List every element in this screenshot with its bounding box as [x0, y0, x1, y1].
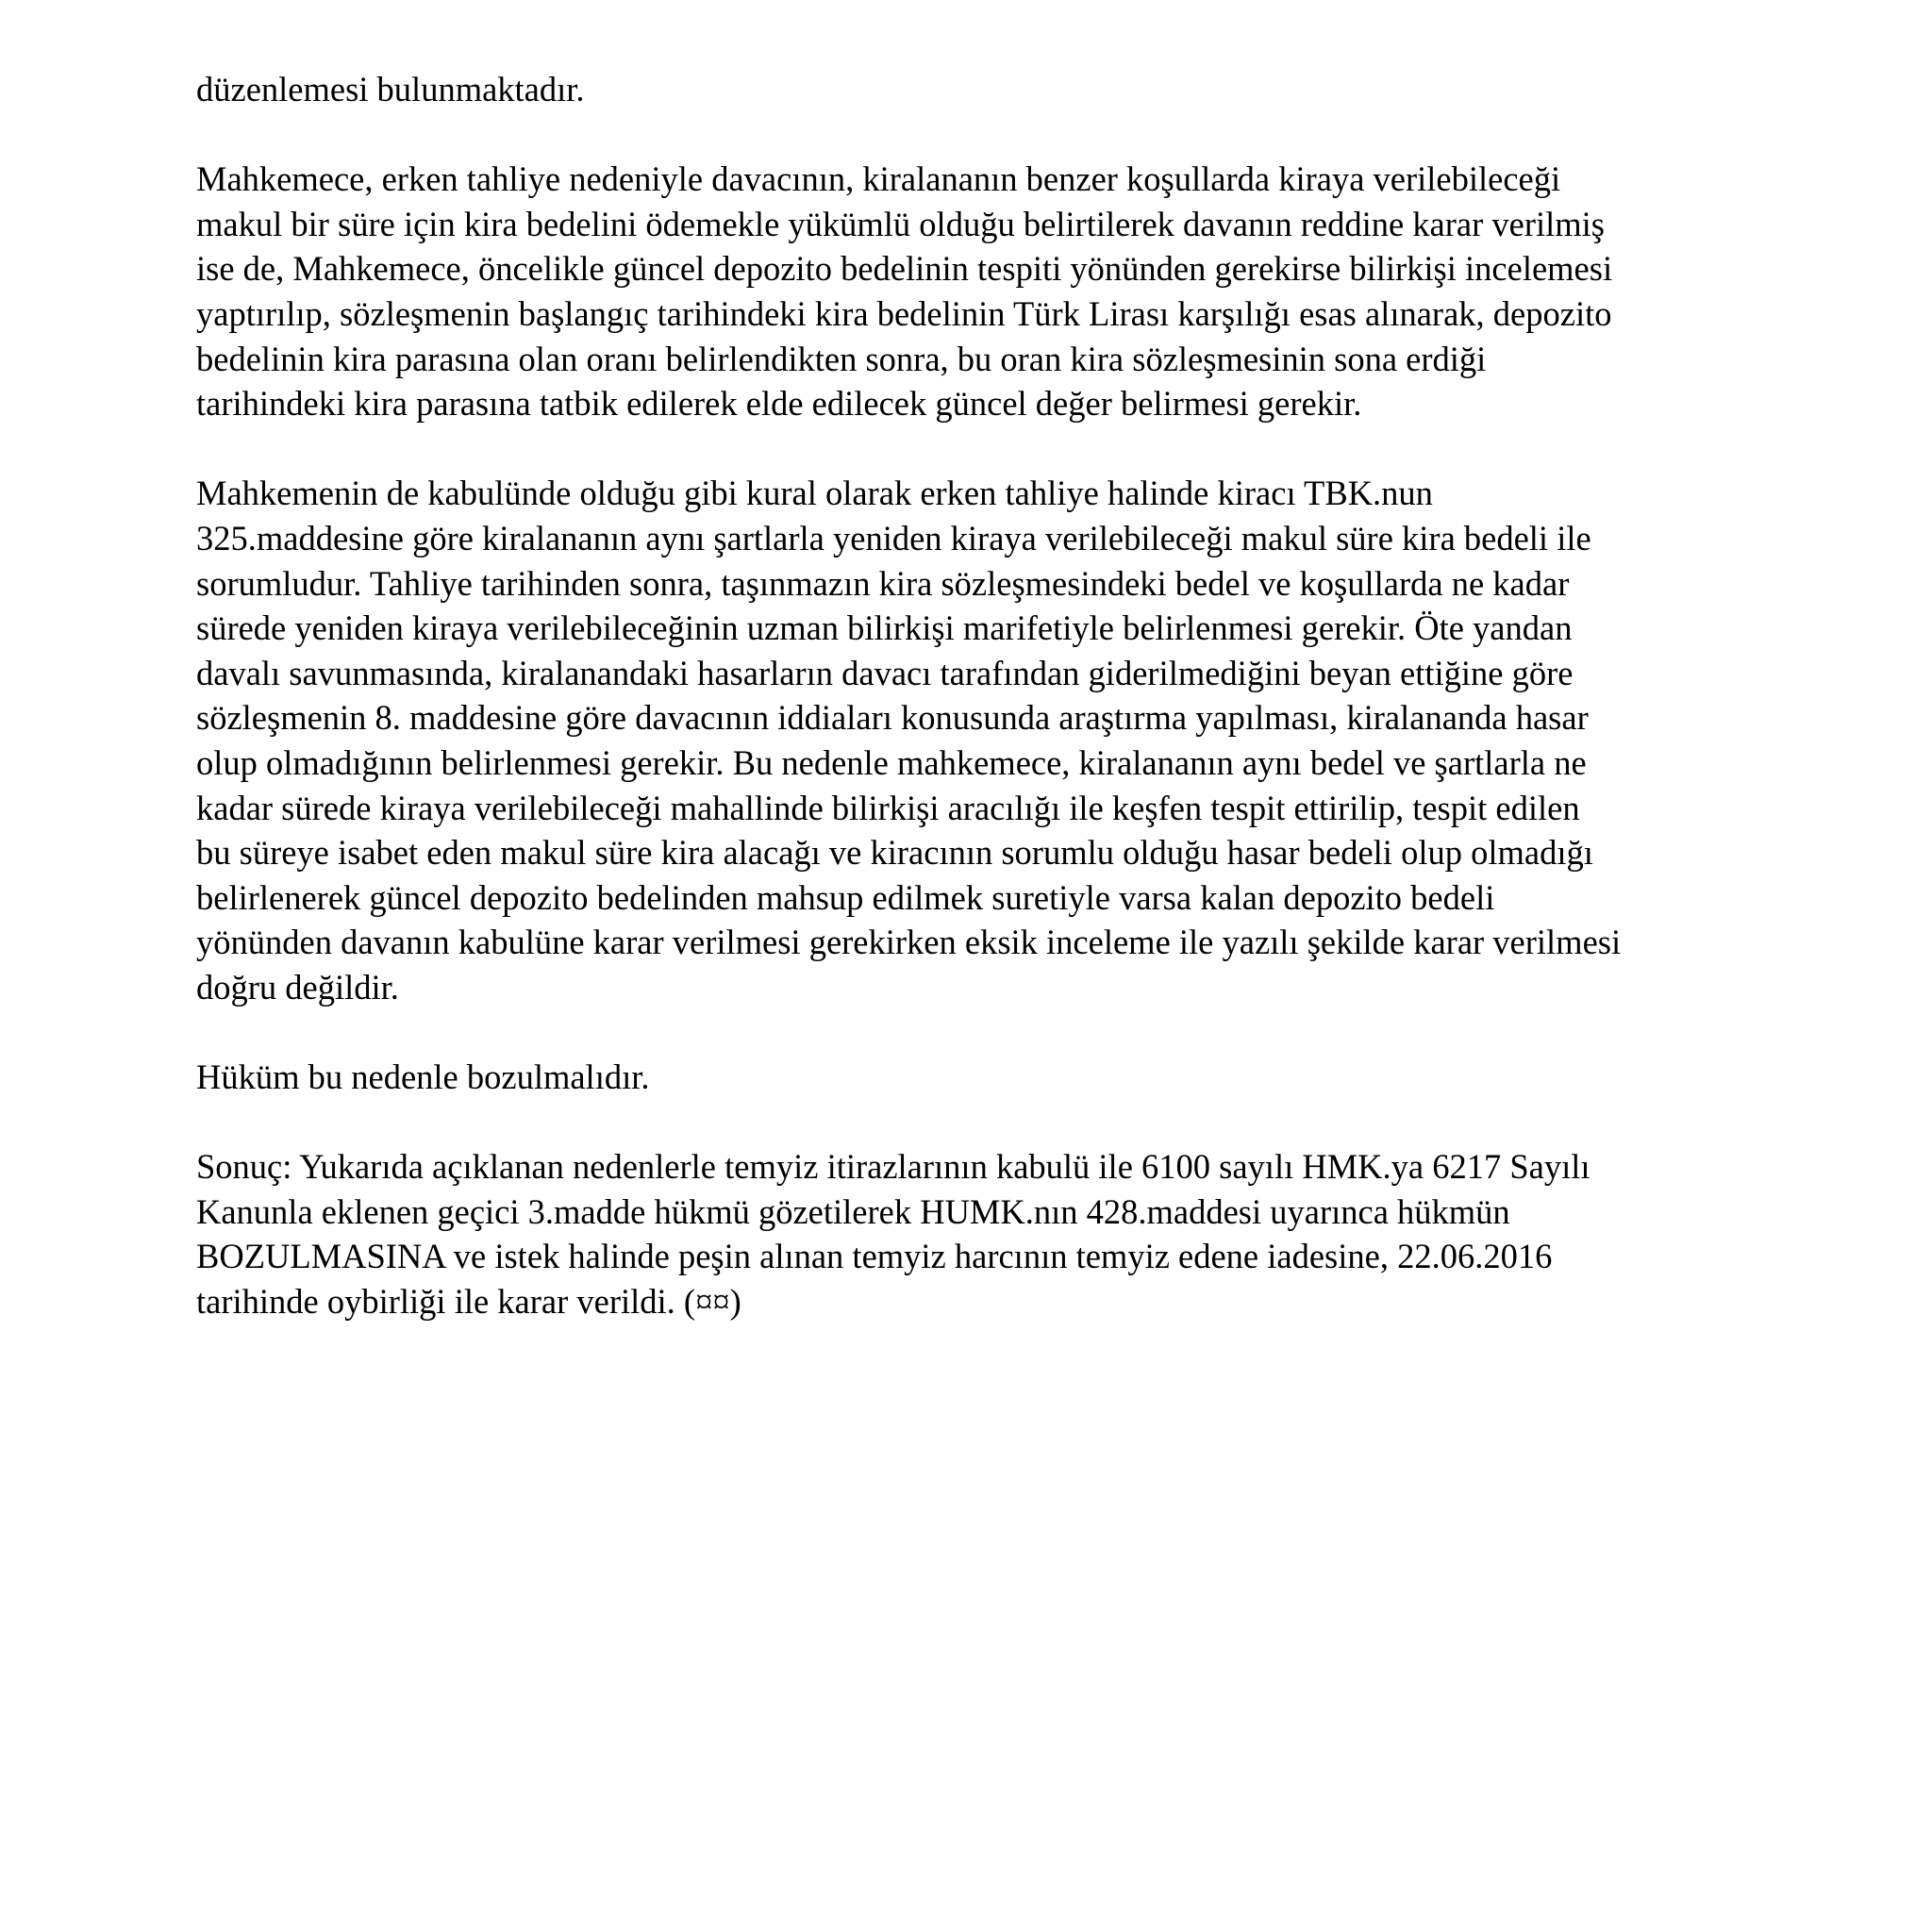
text-line: Hüküm bu nedenle bozulmalıdır.	[196, 1057, 650, 1097]
text-line: Mahkemece, erken tahliye nedeniyle davacının, kiralananın benzer koşullarda kiraya verilebileceği	[196, 159, 1561, 199]
text-line: ise de, Mahkemece, öncelikle güncel depozito bedelinin tespiti yönünden gerekirse bilirkişi incelemesi	[196, 249, 1613, 289]
text-line: kadar sürede kiraya verilebileceği mahallinde bilirkişi aracılığı ile keşfen tespit ettirilip, tespit edilen	[196, 788, 1580, 827]
text-line: Mahkemenin de kabulünde olduğu gibi kural olarak erken tahliye halinde kiracı TBK.nun	[196, 474, 1433, 513]
text-line: Kanunla eklenen geçici 3.madde hükmü gözetilerek HUMK.nın 428.maddesi uyarınca hükmün	[196, 1191, 1510, 1231]
text-line: tarihinde oybirliği ile karar verildi. (¤¤)	[196, 1282, 741, 1322]
text-line: yönünden davanın kabulüne karar verilmesi gerekirken eksik inceleme ile yazılı şekilde karar verilmesi	[196, 923, 1622, 962]
document-page	[196, 67, 1857, 1369]
text-line: yaptırılıp, sözleşmenin başlangıç tarihindeki kira bedelinin Türk Lirası karşılığı esas alınarak, depozito	[196, 293, 1612, 333]
text-line: davalı savunmasında, kiralanandaki hasarların davacı tarafından giderilmediğini beyan ettiğine göre	[196, 653, 1574, 692]
text-line: sözleşmenin 8. maddesine göre davacının iddiaları konusunda araştırma yapılması, kiralananda hasar	[196, 698, 1589, 738]
paragraph-intro-tail	[196, 67, 1857, 112]
paragraph-conclusion	[196, 1144, 1857, 1323]
text-line: olup olmadığının belirlenmesi gerekir. Bu nedenle mahkemece, kiralananın aynı bedel ve şartlarla ne	[196, 742, 1587, 782]
text-line: Sonuç: Yukarıda açıklanan nedenlerle temyiz itirazlarının kabulü ile 6100 sayılı HMK.ya 6217 Sayılı	[196, 1147, 1591, 1187]
paragraph-early-eviction-rule	[196, 471, 1857, 1009]
text-line: düzenlemesi bulunmaktadır.	[196, 70, 585, 108]
text-line: bedelinin kira parasına olan oranı belirlendikten sonra, bu oran kira sözleşmesinin sona erdiği	[196, 339, 1487, 378]
text-line: sorumludur. Tahliye tarihinden sonra, taşınmazın kira sözleşmesindeki bedel ve koşullarda ne kadar	[196, 563, 1570, 603]
text-line: tarihindeki kira parasına tatbik edilerek elde edilecek güncel değer belirmesi gerekir.	[196, 384, 1362, 424]
text-line: belirlenerek güncel depozito bedelinden mahsup edilmek suretiyle varsa kalan depozito bedeli	[196, 877, 1495, 917]
text-line: sürede yeniden kiraya verilebileceğinin uzman bilirkişi marifetiyle belirlenmesi gerekir. Öte yandan	[196, 608, 1573, 648]
text-line: makul bir süre için kira bedelini ödemekle yükümlü olduğu belirtilerek davanın reddine karar verilmiş	[196, 204, 1606, 243]
text-line: 325.maddesine göre kiralananın aynı şartlarla yeniden kiraya verilebileceği makul süre kira bedeli ile	[196, 518, 1591, 558]
paragraph-judgment-reversal	[196, 1055, 1857, 1100]
text-line: BOZULMASINA ve istek halinde peşin alınan temyiz harcının temyiz edene iadesine, 22.06.2016	[196, 1237, 1553, 1276]
paragraph-court-reasoning-deposit	[196, 157, 1857, 426]
text-line: bu süreye isabet eden makul süre kira alacağı ve kiracının sorumlu olduğu hasar bedeli olup olmadığı	[196, 833, 1593, 873]
text-line: doğru değildir.	[196, 967, 399, 1007]
